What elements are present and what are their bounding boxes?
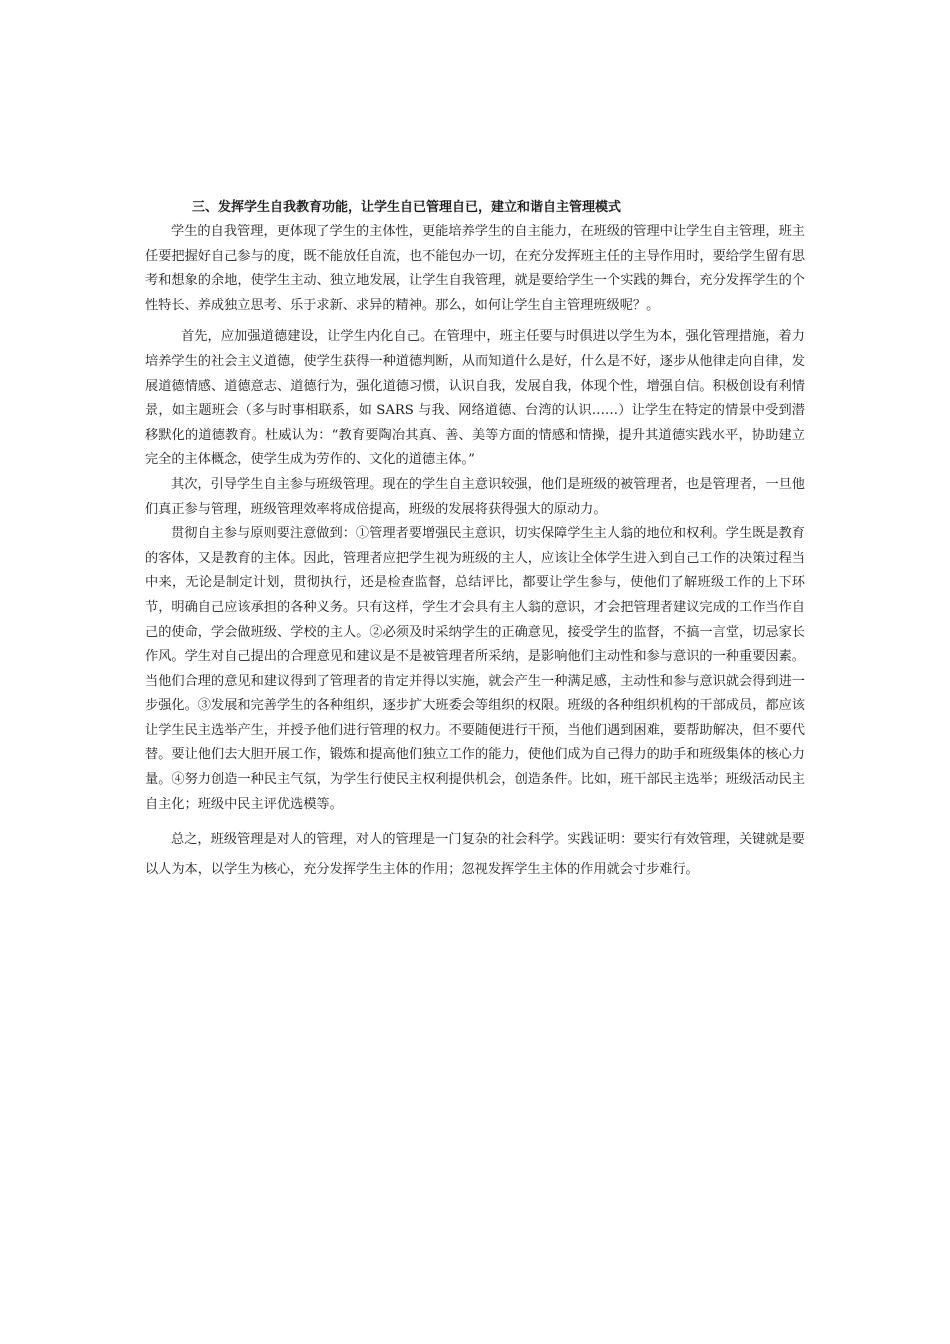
section-heading: 三、发挥学生自我教育功能，让学生自已管理自已，建立和谐自主管理模式 (192, 200, 622, 215)
document-page (145, 198, 805, 885)
paragraph-conclusion: 总之，班级管理是对人的管理，对人的管理是一门复杂的社会科学。实践证明：要实行有效管理，关键就是要以人为本，以学生为核心，充分发挥学生主体的作用；忽视发挥学生主体的作用就会寸步难行。 (145, 832, 805, 878)
paragraph-moral-education: 首先，应加强道德建设，让学生内化自己。在管理中，班主任要与时俱进以学生为本，强化管理措施，着力培养学生的社会主义道德，使学生获得一种道德判断，从而知道什么是好，什么是不好，逐步从他律走向自律，发展道德情感、道德意志、道德行为，强化道德习惯，认识自我，发展自我，体现个性，增强自信。积极创设有利情景，如主题班会（多与时事相联系，如 SARS 与我、网络道德、台湾的认识……）让学生在特定的情景中受到潜移默化的道德教育。杜威认为：“教育要陶冶其真、善、美等方面的情感和情操，提升其道德实践水平，协助建立完全的主体概念，使学生成为劳作的、文化的道德主体。” (145, 329, 805, 468)
paragraph-participation: 其次，引导学生自主参与班级管理。现在的学生自主意识较强，他们是班级的被管理者，也是管理者，一旦他们真正参与管理，班级管理效率将成倍提高，班级的发展将获得强大的原动力。 (145, 476, 805, 517)
paragraph-principles: 贯彻自主参与原则要注意做到：①管理者要增强民主意识，切实保障学生主人翁的地位和权利。学生既是教育的客体，又是教育的主体。因此，管理者应把学生视为班级的主人，应该让全体学生进入到自己工作的决策过程当中来，无论是制定计划，贯彻执行，还是检查监督，总结评比，都要让学生参与，使他们了解班级工作的上下环节，明确自己应该承担的各种义务。只有这样，学生才会具有主人翁的意识，才会把管理者建议完成的工作当作自己的使命，学会做班级、学校的主人。②必须及时采纳学生的正确意见，接受学生的监督，不搞一言堂，切忌家长作风。学生对自己提出的合理意见和建议是不是被管理者所采纳，是影响他们主动性和参与意识的一种重要因素。当他们合理的意见和建议得到了管理者的肯定并得以实施，就会产生一种满足感，主动性和参与意识就会得到进一步强化。③发展和完善学生的各种组织，逐步扩大班委会等组织的权限。班级的各种组织机构的干部成员，都应该让学生民主选举产生，并授予他们进行管理的权力。不要随便进行干预，当他们遇到困难，要帮助解决，但不要代替。要让他们去大胆开展工作，锻炼和提高他们独立工作的能力，使他们成为自己得力的助手和班级集体的核心力量。④努力创造一种民主气氛，为学生行使民主权利提供机会，创造条件。比如，班干部民主选举；班级活动民主自主化；班级中民主评优选模等。 (145, 526, 805, 812)
paragraph-self-management: 学生的自我管理，更体现了学生的主体性，更能培养学生的自主能力，在班级的管理中让学生自主管理，班主任要把握好自己参与的度，既不能放任自流，也不能包办一切，在充分发挥班主任的主导作用时，要给学生留有思考和想象的余地，使学生主动、独立地发展，让学生自我管理，就是要给学生一个实践的舞台，充分发挥学生的个性特长、养成独立思考、乐于求新、求异的精神。那么，如何让学生自主管理班级呢？。 (145, 224, 805, 313)
